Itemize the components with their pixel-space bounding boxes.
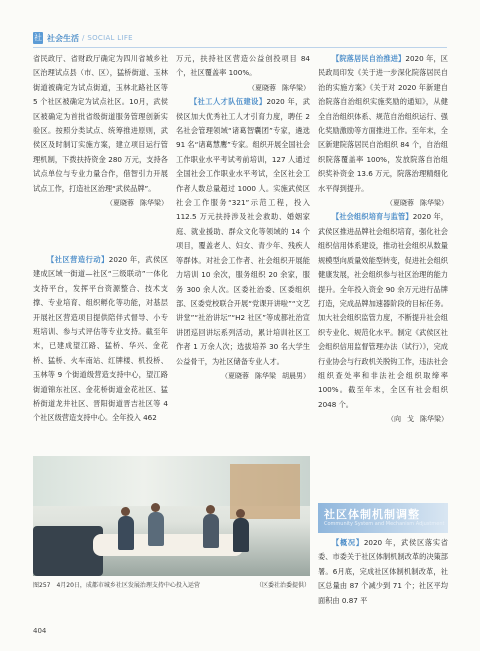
byline: （夏晓蓉 陈华梁） — [106, 199, 168, 208]
byline: （夏晓蓉 陈华梁） — [386, 199, 448, 208]
paragraph: 省民政厅、省财政厅确定为四川省城乡社区治理试点县（市、区），猛桥街道、玉林街道被确定为试点街道，玉林北路社区等 5 个社区被确定为试点社区。10月，武侯区被确定为首批省级街道服务管理创新实验区。按照分类试点、统筹推进原则，武侯区及时制订实施方案，建立项目运行管理机制，下拨扶持资金 280 万元，支持各试点单位与专业力量合作，借智引力开展试点工作，打造社区治理“武侯品牌”。 — [33, 54, 168, 193]
section-banner — [318, 503, 448, 533]
photo-support-center — [33, 456, 310, 576]
column-1-section — [33, 253, 168, 426]
paragraph: 【社会组织培育与监管】2020 年，武侯区推进品牌社会组织培育，强化社会组织信用体系建设，推动社会组织从数量规模型向质量效能型转变，促进社会组织健康发展，社会组织参与社区治理的能力提升。全年投入资金 90 余万元进行品牌打造，完成品牌加速器阶段的目标任务。加大社会组织监管力度，不断提升社会组织专业化、规范化水平。制定《武侯区社会组织信用监督管理办法（试行）》，完成行业协会与行政机关脱钩工作，违法社会组织查处率和非法社会组织取缔率 100%。截至年末，全区有社会组织 2048 个。 — [318, 212, 448, 409]
section-heading: 【概况】 — [332, 538, 364, 547]
photo-caption — [33, 580, 310, 589]
section-banner-subtitle: Community System and Mechanism Adjustment — [324, 521, 445, 527]
section-heading: 【社工人才队伍建设】 — [190, 97, 267, 107]
section-heading: 【院落居民自治推进】 — [332, 54, 406, 63]
paragraph: 万元，扶持社区营造公益创投项目 84 个，社区覆盖率 100%。 — [176, 54, 310, 78]
byline: （夏晓蓉 陈华梁） — [248, 83, 310, 92]
paragraph: 【社工人才队伍建设】2020 年，武侯区加大优秀社工人才引育力度，聘任 2 名社会管理领域“诸葛智囊团”专家，遴选 91 名“诸葛慧鹰”专家。组织开展全国社会工作职业水平考试考前培训，127 人通过全国社会工作职业水平考试，全区社会工作者人数总量超过 1000 人。实施武侯区社会工作服务“321”示范工程，投入 112.5 万元扶持涉及社会救助、婚姻家庭、就业援助、群众文化等领域的 14 个项目，覆盖老人、妇女、青少年、残疾人等群体。对社会工作者、社会组织开展能力培训 10 余次，服务组织 20 余家，服务 300 余人次。区委社治委、区委组织部、区委党校联合开展“党课开讲啦”“文艺讲堂”“社治讲坛”“H2 社区”等成都社治宣讲团巡回讲坛系列活动，累计培训社区工作者 1 万余人次；选拔培养 30 名大学生公益骨干，为社区储备专业人才。 — [176, 97, 310, 366]
section-logo-icon: 社 — [34, 33, 42, 42]
paragraph: 【概况】2020 年，武侯区落实省委、市委关于社区体制机制改革的决策部署。6月底，完成社区体制机制改革，社区总量由 87 个减少到 71 个；社区平均面积由 0.87 平 — [318, 538, 448, 605]
byline: （向 戈 陈华梁） — [387, 415, 448, 424]
page-number: 404 — [33, 627, 47, 635]
header-divider — [33, 47, 447, 48]
section-banner-title: 社区体制机制调整 — [324, 508, 420, 521]
paragraph: 【院落居民自治推进】2020 年，区民政局印发《关于进一步深化院落居民自治的实施方案》《关于对 2020 年新建自治院落自治组织实施奖励的通知》，从健全自治组织体系、规范自治组织运行、强化奖励激励等方面推进工作。至年末，全区新建院落居民自治组织 84 个，自治组织院落覆盖率 100%，发放院落自治组织奖补资金 13.6 万元，院落治理精细化水平得到提升。 — [318, 54, 448, 193]
column-1 — [33, 52, 168, 210]
header-separator: / — [82, 34, 85, 42]
caption-text: 图257 4月20日，成都市城乡社区发展治理支持中心投入运营 — [33, 582, 200, 589]
column-2 — [176, 52, 310, 383]
column-3 — [318, 52, 448, 427]
section-subtitle: SOCIAL LIFE — [87, 34, 133, 42]
column-3-overview — [318, 536, 448, 608]
caption-credit: （区委社治委提供） — [255, 582, 310, 589]
page-header — [33, 30, 133, 46]
section-heading: 【社区营造行动】 — [47, 255, 109, 264]
section-heading: 【社会组织培育与监管】 — [332, 212, 413, 222]
paragraph: 【社区营造行动】2020 年，武侯区建成区域一街道—社区“三级联动”一体化支持平台，发挥平台资源整合、技术支撑、专业培育、组织孵化等功能，对基层开展社区营造项目提供陪伴式督导、小专班培训、参与式评估等专业支持。截至年末，已建成望江路、猛桥、华兴、金花桥、猛桥、火车南站、红牌楼、机投桥、玉林等 9 个街道级营造支持中心，望江路街道锦东社区、金花桥街道金花社区、猛桥街道龙井社区、晋阳街道晋吉社区等 4 个社区级营造支持中心。全年投入 462 — [33, 255, 168, 423]
section-title: 社会生活 — [47, 33, 79, 43]
byline: （夏晓蓉 陈华梁 胡晨男） — [221, 371, 310, 380]
